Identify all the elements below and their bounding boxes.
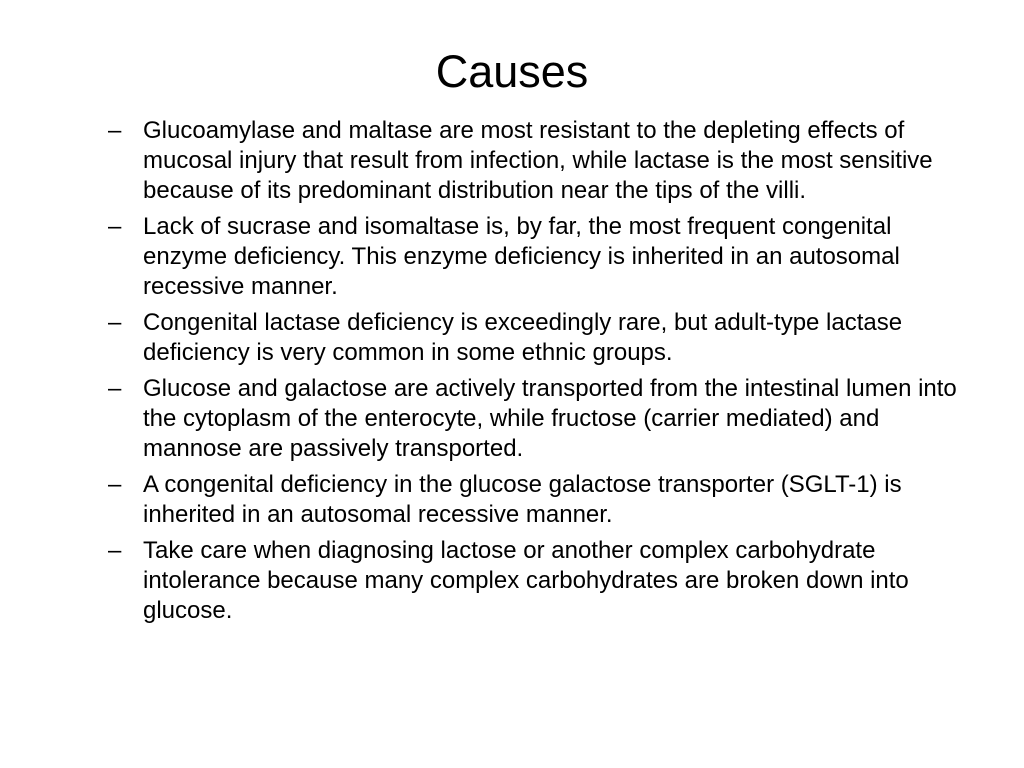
slide-title: Causes xyxy=(435,46,589,97)
bullet-item xyxy=(108,374,968,464)
dash-bullet-icon: – xyxy=(108,471,122,498)
dash-bullet-icon: – xyxy=(108,309,122,336)
bullet-text: Glucose and galactose are actively transported from the intestinal lumen into the cytoplasm of the enterocyte, while fructose (carrier mediated) and mannose are passively transported. xyxy=(143,375,957,462)
bullet-item xyxy=(108,308,968,368)
bullet-text: Lack of sucrase and isomaltase is, by far, the most frequent congenital enzyme deficiency. This enzyme deficiency is inherited in an autosomal recessive manner. xyxy=(143,213,900,300)
bullet-text: A congenital deficiency in the glucose galactose transporter (SGLT-1) is inherited in an autosomal recessive manner. xyxy=(143,471,902,528)
bullet-list xyxy=(108,116,968,632)
dash-bullet-icon: – xyxy=(108,375,122,402)
bullet-text: Congenital lactase deficiency is exceedingly rare, but adult-type lactase deficiency is very common in some ethnic groups. xyxy=(143,309,903,366)
bullet-text: Take care when diagnosing lactose or another complex carbohydrate intolerance because many complex carbohydrates are broken down into glucose. xyxy=(143,537,909,624)
dash-bullet-icon: – xyxy=(108,537,122,564)
bullet-item xyxy=(108,212,968,302)
bullet-item xyxy=(108,116,968,206)
dash-bullet-icon: – xyxy=(108,117,122,144)
bullet-item xyxy=(108,470,968,530)
bullet-text: Glucoamylase and maltase are most resistant to the depleting effects of mucosal injury that result from infection, while lactase is the most sensitive because of its predominant distribution near the tips of the villi. xyxy=(143,117,933,204)
bullet-item xyxy=(108,536,968,626)
dash-bullet-icon: – xyxy=(108,213,122,240)
